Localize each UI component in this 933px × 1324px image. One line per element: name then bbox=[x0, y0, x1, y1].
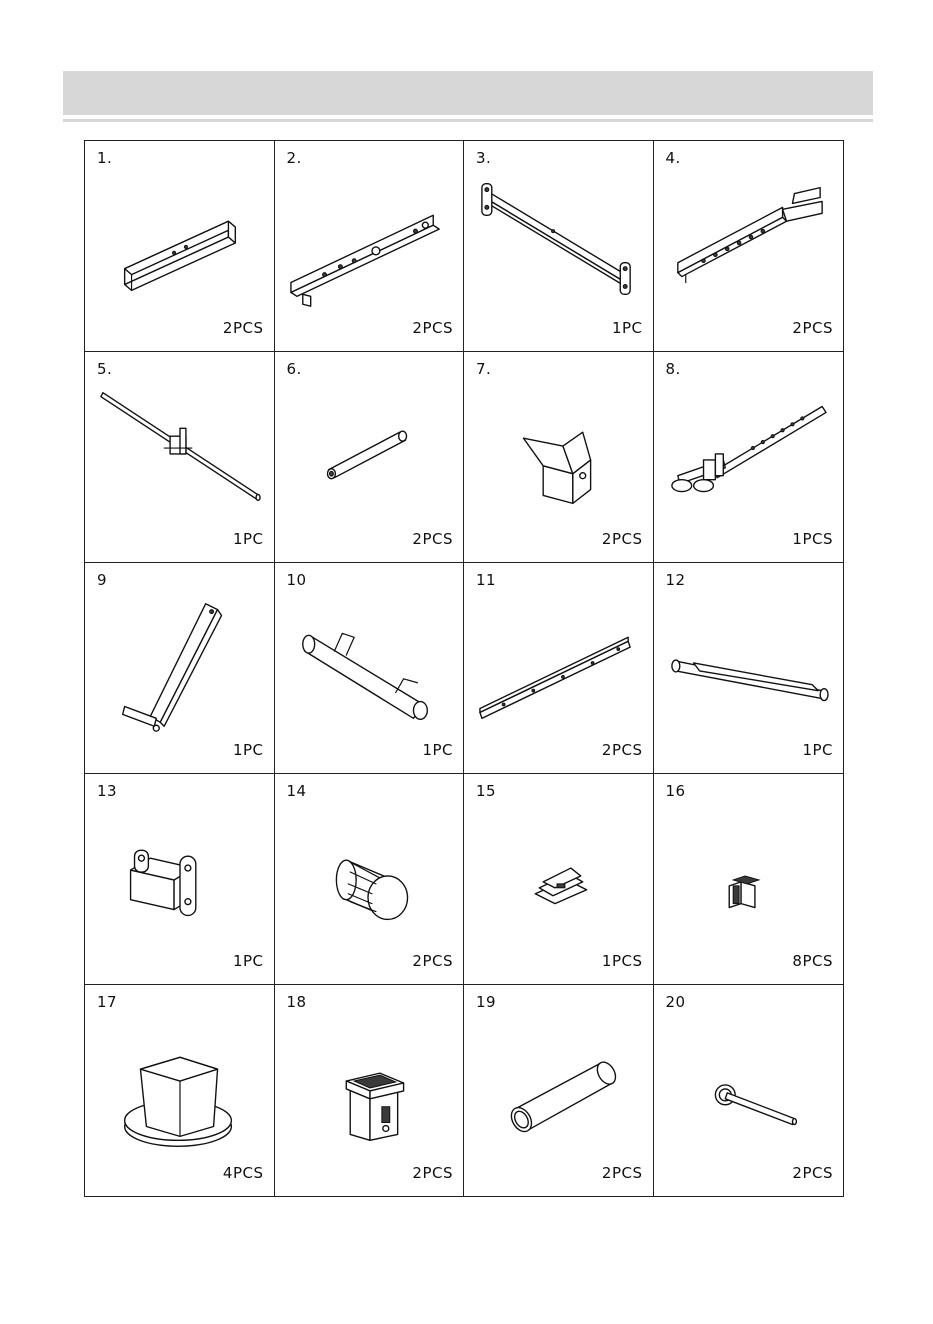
part-quantity: 1PC bbox=[232, 952, 264, 970]
part-cell bbox=[654, 563, 844, 774]
part-quantity: 2PCS bbox=[601, 1164, 643, 1182]
part-quantity: 2PCS bbox=[412, 530, 453, 548]
part-quantity: 2PCS bbox=[412, 952, 453, 970]
part-number: 11 bbox=[476, 571, 497, 589]
part-cell bbox=[85, 774, 275, 985]
header-bar bbox=[63, 71, 873, 115]
roller-bar-icon bbox=[285, 587, 453, 737]
part-number: 2. bbox=[286, 149, 302, 167]
part-cell bbox=[275, 774, 465, 985]
part-cell bbox=[275, 352, 465, 563]
angle-bar-icon bbox=[285, 165, 453, 315]
pull-pin-icon bbox=[664, 1009, 832, 1159]
adjustable-rail-icon bbox=[664, 165, 832, 315]
part-quantity: 1PC bbox=[232, 741, 264, 759]
part-number: 20 bbox=[665, 993, 686, 1011]
part-number: 15 bbox=[476, 782, 497, 800]
part-quantity: 1PC bbox=[422, 741, 453, 759]
part-cell bbox=[464, 352, 654, 563]
part-cell bbox=[464, 141, 654, 352]
part-number: 4. bbox=[665, 149, 681, 167]
part-quantity: 4PCS bbox=[222, 1164, 264, 1182]
part-quantity: 1PC bbox=[802, 741, 833, 759]
part-quantity: 1PC bbox=[232, 530, 264, 548]
part-cell bbox=[275, 563, 465, 774]
part-quantity: 1PC bbox=[611, 319, 643, 337]
short-tube-icon bbox=[285, 376, 453, 526]
part-number: 9 bbox=[97, 571, 108, 589]
foot-cap-icon bbox=[95, 1009, 263, 1159]
part-cell bbox=[85, 985, 275, 1196]
part-number: 19 bbox=[476, 993, 497, 1011]
part-number: 16 bbox=[665, 782, 686, 800]
part-number: 13 bbox=[97, 782, 118, 800]
handle-bar-icon bbox=[664, 587, 832, 737]
end-cap-icon bbox=[664, 798, 832, 948]
part-number: 6. bbox=[286, 360, 302, 378]
part-quantity: 2PCS bbox=[412, 1164, 453, 1182]
part-number: 3. bbox=[476, 149, 492, 167]
part-number: 1. bbox=[97, 149, 113, 167]
part-number: 8. bbox=[665, 360, 681, 378]
part-quantity: 8PCS bbox=[792, 952, 833, 970]
round-tube-icon bbox=[474, 1009, 642, 1159]
parts-grid bbox=[84, 140, 844, 1197]
crossbar-with-plates-icon bbox=[474, 165, 642, 315]
header-divider bbox=[63, 119, 873, 122]
part-cell bbox=[654, 352, 844, 563]
part-quantity: 1PCS bbox=[792, 530, 833, 548]
u-bracket-icon bbox=[95, 798, 263, 948]
part-number: 7. bbox=[476, 360, 492, 378]
part-quantity: 2PCS bbox=[601, 741, 643, 759]
part-number: 18 bbox=[286, 993, 307, 1011]
part-cell bbox=[464, 774, 654, 985]
part-quantity: 2PCS bbox=[601, 530, 643, 548]
flat-rail-icon bbox=[474, 587, 642, 737]
square-tube-icon bbox=[95, 165, 263, 315]
part-cell bbox=[275, 141, 465, 352]
part-number: 10 bbox=[286, 571, 307, 589]
part-cell bbox=[654, 774, 844, 985]
part-cell bbox=[275, 985, 465, 1196]
foam-roller-icon bbox=[285, 798, 453, 948]
part-quantity: 2PCS bbox=[412, 319, 453, 337]
part-cell bbox=[85, 141, 275, 352]
extension-arm-icon bbox=[664, 376, 832, 526]
part-quantity: 2PCS bbox=[222, 319, 264, 337]
part-cell bbox=[464, 985, 654, 1196]
upright-post-icon bbox=[95, 587, 263, 737]
part-number: 17 bbox=[97, 993, 118, 1011]
rod-with-bracket-icon bbox=[95, 376, 263, 526]
part-quantity: 2PCS bbox=[792, 319, 833, 337]
clip-set-icon bbox=[474, 798, 642, 948]
part-cell bbox=[654, 985, 844, 1196]
corner-bracket-icon bbox=[474, 376, 642, 526]
part-cell bbox=[464, 563, 654, 774]
part-cell bbox=[85, 563, 275, 774]
sleeve-bushing-icon bbox=[285, 1009, 453, 1159]
part-quantity: 1PCS bbox=[601, 952, 643, 970]
part-number: 5. bbox=[97, 360, 113, 378]
part-number: 14 bbox=[286, 782, 307, 800]
part-quantity: 2PCS bbox=[792, 1164, 833, 1182]
part-cell bbox=[654, 141, 844, 352]
part-cell bbox=[85, 352, 275, 563]
part-number: 12 bbox=[665, 571, 686, 589]
